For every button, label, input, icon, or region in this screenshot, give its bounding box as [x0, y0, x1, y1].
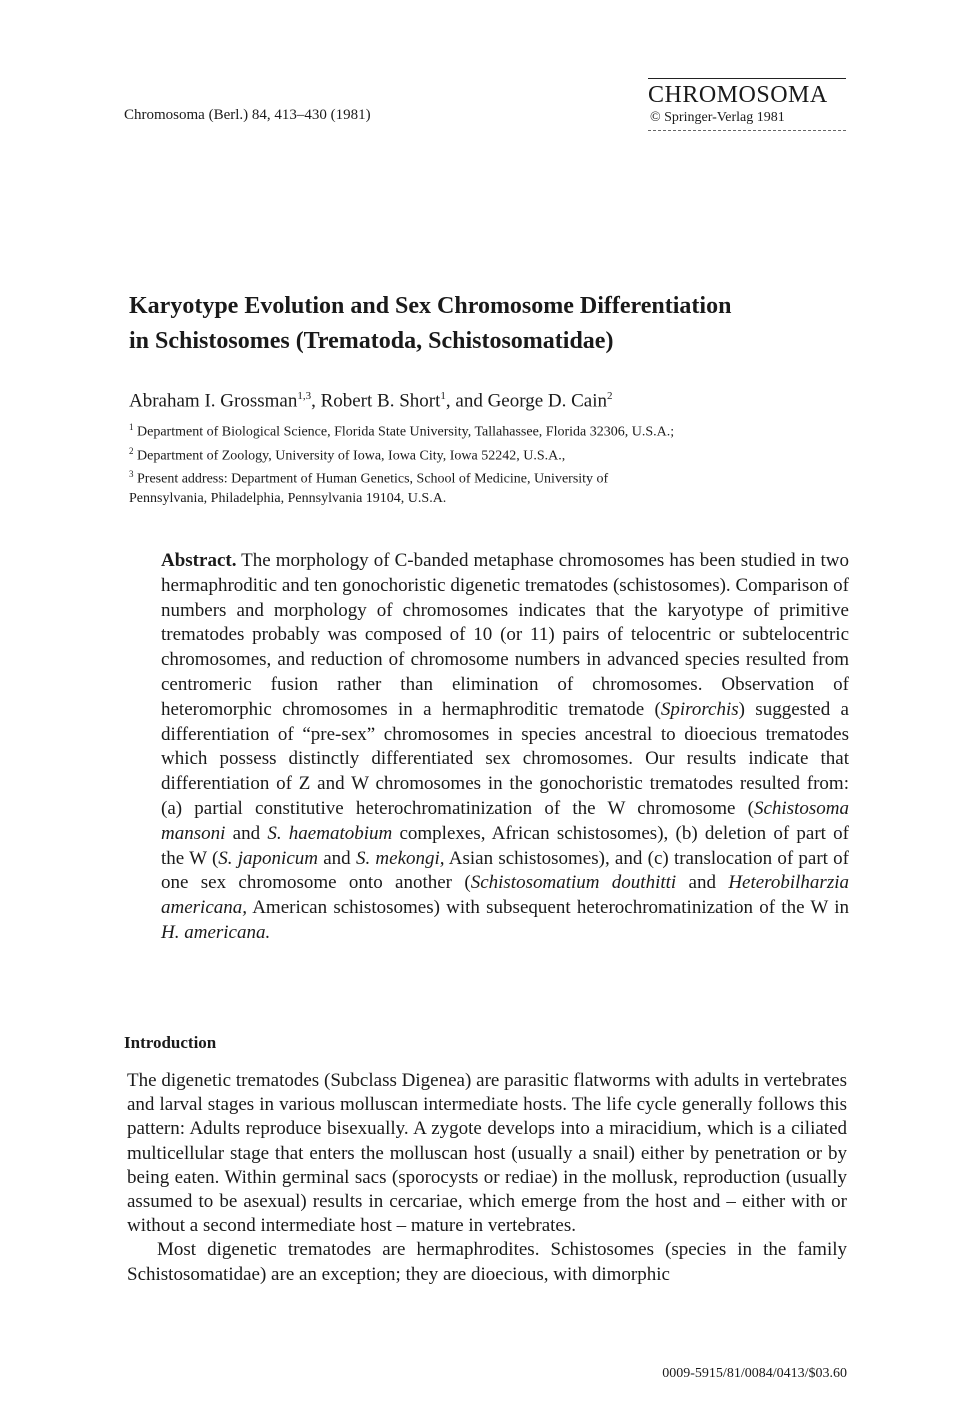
abstract — [161, 549, 849, 946]
abstract-text: Asian schistosomes), and (c) translocation of part of one sex chromosome onto another ( — [161, 847, 850, 894]
affiliation-text: Present address: Department of Human Genetics, School of Medicine, University of — [133, 471, 609, 487]
journal-citation: Chromosoma (Berl.) 84, 413–430 (1981) — [124, 107, 371, 123]
author-name: Robert B. Short — [320, 390, 441, 412]
affiliation-number: 1 — [129, 422, 134, 432]
affiliation-line — [129, 418, 849, 442]
introduction-body — [127, 1069, 847, 1287]
journal-name: CHROMOSOMA — [648, 82, 828, 108]
copyright-code: 0009-5915/81/0084/0413/$03.60 — [662, 1366, 847, 1381]
affiliation-text: Department of Biological Science, Florida State University, Tallahassee, Florida 32306, U.S.A.; — [133, 424, 675, 440]
affiliation-line — [129, 465, 849, 489]
species-name: Heterobilharzia americana, — [161, 872, 849, 919]
abstract-text: American schistosomes) with subsequent heterochromatinization of the W in — [247, 897, 849, 919]
journal-masthead — [648, 78, 846, 131]
affiliations — [129, 418, 849, 508]
paragraph: Most digenetic trematodes are hermaphrodites. Schistosomes (species in the family Schistosomatidae) are an exception; they are dioecious, with dimorphic — [127, 1239, 847, 1285]
paragraph: The digenetic trematodes (Subclass Digenea) are parasitic flatworms with adults in vertebrates and larval stages in various molluscan intermediate hosts. The life cycle generally follows this pattern: Adults reproduce bisexually. A zygote develops into a miracidium, which is a ciliated multicellular stage that enters the molluscan host (usually a snail) either by penetration or by being eaten. Within germinal sacs (sporocysts or rediae) in the mollusk, reproduction (usually assumed to be asexual) results in cercariae, which emerge from the host and – either with or without a second intermediate host – mature in vertebrates. — [127, 1070, 847, 1237]
affiliation-line — [129, 489, 849, 508]
abstract-text: ) suggested a differentiation of “pre-sex” chromosomes in species ancestral to dioecious trematodes which possess distinctly differentiated sex chromosomes. Our results indicate that differentiation of Z and W chromosomes in the gonochoristic trematodes resulted from: (a) partial constitutive heterochromatinization of the W chromosome ( — [161, 698, 849, 819]
abstract-text: complexes, African schistosomes), (b) deletion of part of the W ( — [161, 822, 849, 869]
species-name: S. japonicum — [218, 847, 318, 869]
abstract-label: Abstract. — [161, 550, 237, 571]
author-name: Abraham I. Grossman — [129, 390, 298, 412]
abstract-text: The morphology of C-banded metaphase chromosomes has been studied in two hermaphroditic and ten gonochoristic digenetic trematodes (schistosomes). Comparison of numbers and morphology of chromosomes indicates that the karyotype of primitive trematodes probably was composed of 10 (or 11) pairs of telocentric or subtelocentric chromosomes, and reduction of chromosome numbers in advanced species resulted from centromeric fusion rather than elimination of chromosomes. Observation of heteromorphic chromosomes in a hermaphroditic trematode ( — [161, 550, 849, 720]
author-affiliation-mark: 1 — [440, 390, 446, 402]
affiliation-line — [129, 442, 849, 466]
species-name: S. mekongi, — [355, 847, 445, 869]
abstract-text: and — [676, 872, 729, 894]
publisher-notice: © Springer-Verlag 1981 — [650, 110, 785, 125]
species-name: H. americana. — [161, 921, 271, 943]
affiliation-number: 2 — [129, 445, 134, 456]
title-line: in Schistosomes (Trematoda, Schistosomatidae) — [129, 328, 614, 354]
author-affiliation-mark: 2 — [607, 390, 613, 402]
section-heading: Introduction — [124, 1033, 217, 1052]
affiliation-text: Pennsylvania, Philadelphia, Pennsylvania 19104, U.S.A. — [129, 490, 447, 506]
author-list — [129, 390, 613, 412]
species-name: Spirorchis — [660, 698, 739, 720]
species-name: Schistosoma mansoni — [161, 797, 849, 844]
author-separator: , — [311, 390, 321, 412]
species-name: Schistosomatium douthitti — [470, 872, 677, 894]
author-affiliation-mark: 1,3 — [297, 390, 312, 402]
article-title — [129, 289, 849, 359]
author-separator: , and — [445, 390, 488, 412]
species-name: S. haematobium — [267, 822, 393, 844]
affiliation-number: 3 — [129, 469, 134, 480]
title-line: Karyotype Evolution and Sex Chromosome Differentiation — [129, 293, 732, 319]
abstract-text: and — [225, 822, 268, 844]
affiliation-text: Department of Zoology, University of Iowa, Iowa City, Iowa 52242, U.S.A., — [133, 448, 566, 464]
author-name: George D. Cain — [487, 390, 608, 412]
abstract-text: and — [318, 847, 356, 869]
